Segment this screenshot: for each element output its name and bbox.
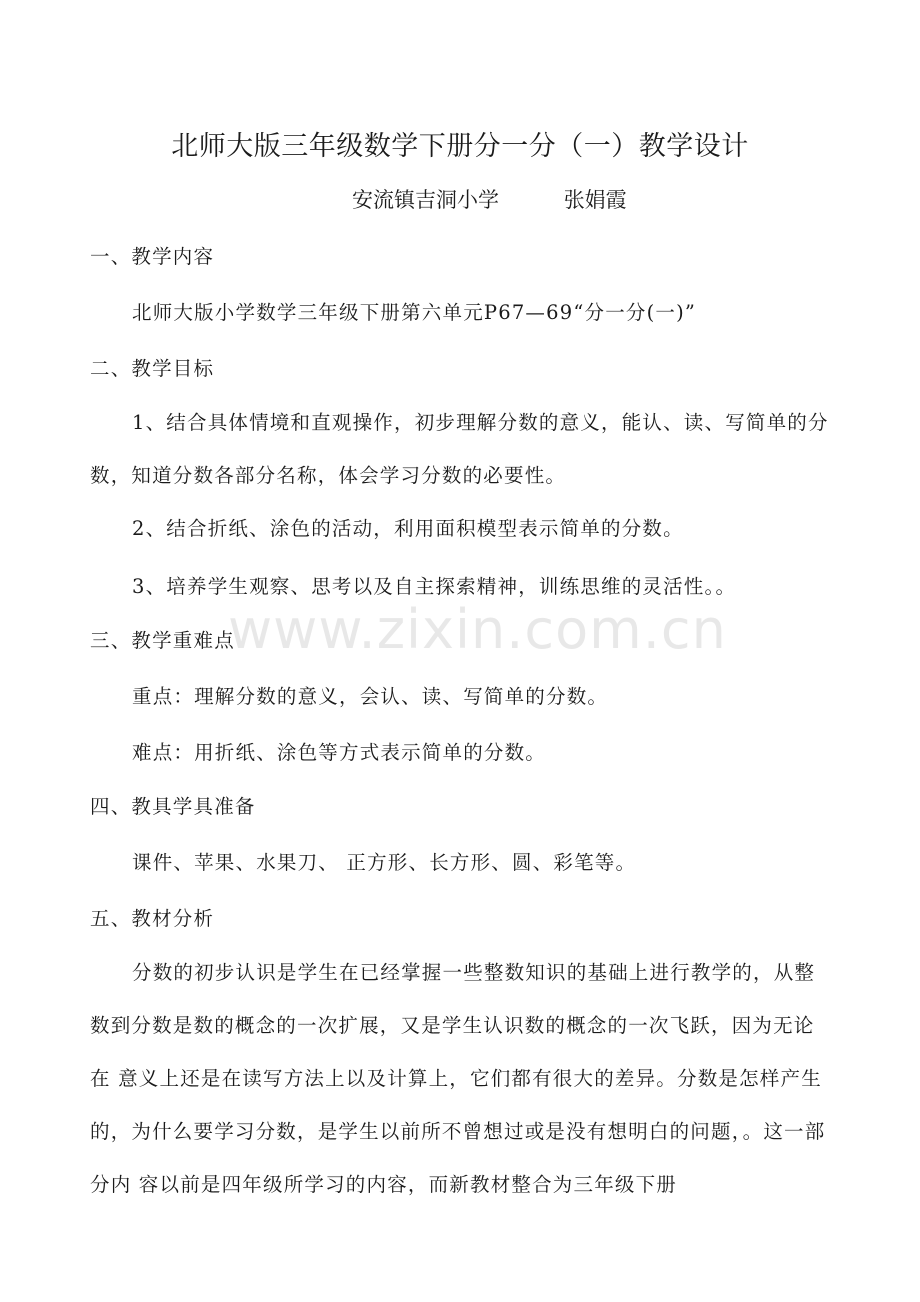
goal-paragraph-2: 2、结合折纸、涂色的活动，利用面积模型表示简单的分数。 [132,517,684,540]
section-heading-key-points: 三、教学重难点 [90,629,235,652]
analysis-paragraph: 分数的初步认识是学生在已经掌握一些整数知识的基础上进行教学的，从整数到分数是数的概念的一次扩展，又是学生认识数的概念的一次飞跃，因为无论在 意义上还是在读写方法上以及计算上，它们都有很大的差异。分数是怎样产生的，为什么要学习分数，是学生以前所不曾想过或是没有想明白的问题，。这一部分内 容以前是四年级所学习的内容，而新教材整合为三年级下册 [90,961,826,1196]
tools-text: 课件、苹果、水果刀、 正方形、长方形、圆、彩笔等。 [132,851,637,874]
section-heading-goals: 二、教学目标 [90,357,215,380]
section-heading-analysis: 五、教材分析 [90,907,215,930]
author-line [352,184,627,214]
watermark-text: www.zixin.com.cn [228,598,727,661]
key-point-text: 重点：理解分数的意义，会认、读、写简单的分数。 [132,685,609,708]
goal-paragraph-1: 1、结合具体情境和直观操作，初步理解分数的意义，能认、读、写简单的分数，知道分数各部分名称，体会学习分数的必要性。 [90,411,829,487]
section-heading-tools: 四、教具学具准备 [90,795,256,818]
author-name: 张娟霞 [563,188,627,212]
section-heading-content: 一、教学内容 [90,245,215,268]
document-title: 北师大版三年级数学下册分一分（一）教学设计 [171,131,749,162]
goal-paragraph-3: 3、培养学生观察、思考以及自主探索精神，训练思维的灵活性。。 [132,575,737,598]
difficult-point-text: 难点：用折纸、涂色等方式表示简单的分数。 [132,741,547,764]
author-school: 安流镇吉洞小学 [352,188,499,212]
teaching-content-text: 北师大版小学数学三年级下册第六单元P67—69“分一分(一)” [132,301,697,324]
